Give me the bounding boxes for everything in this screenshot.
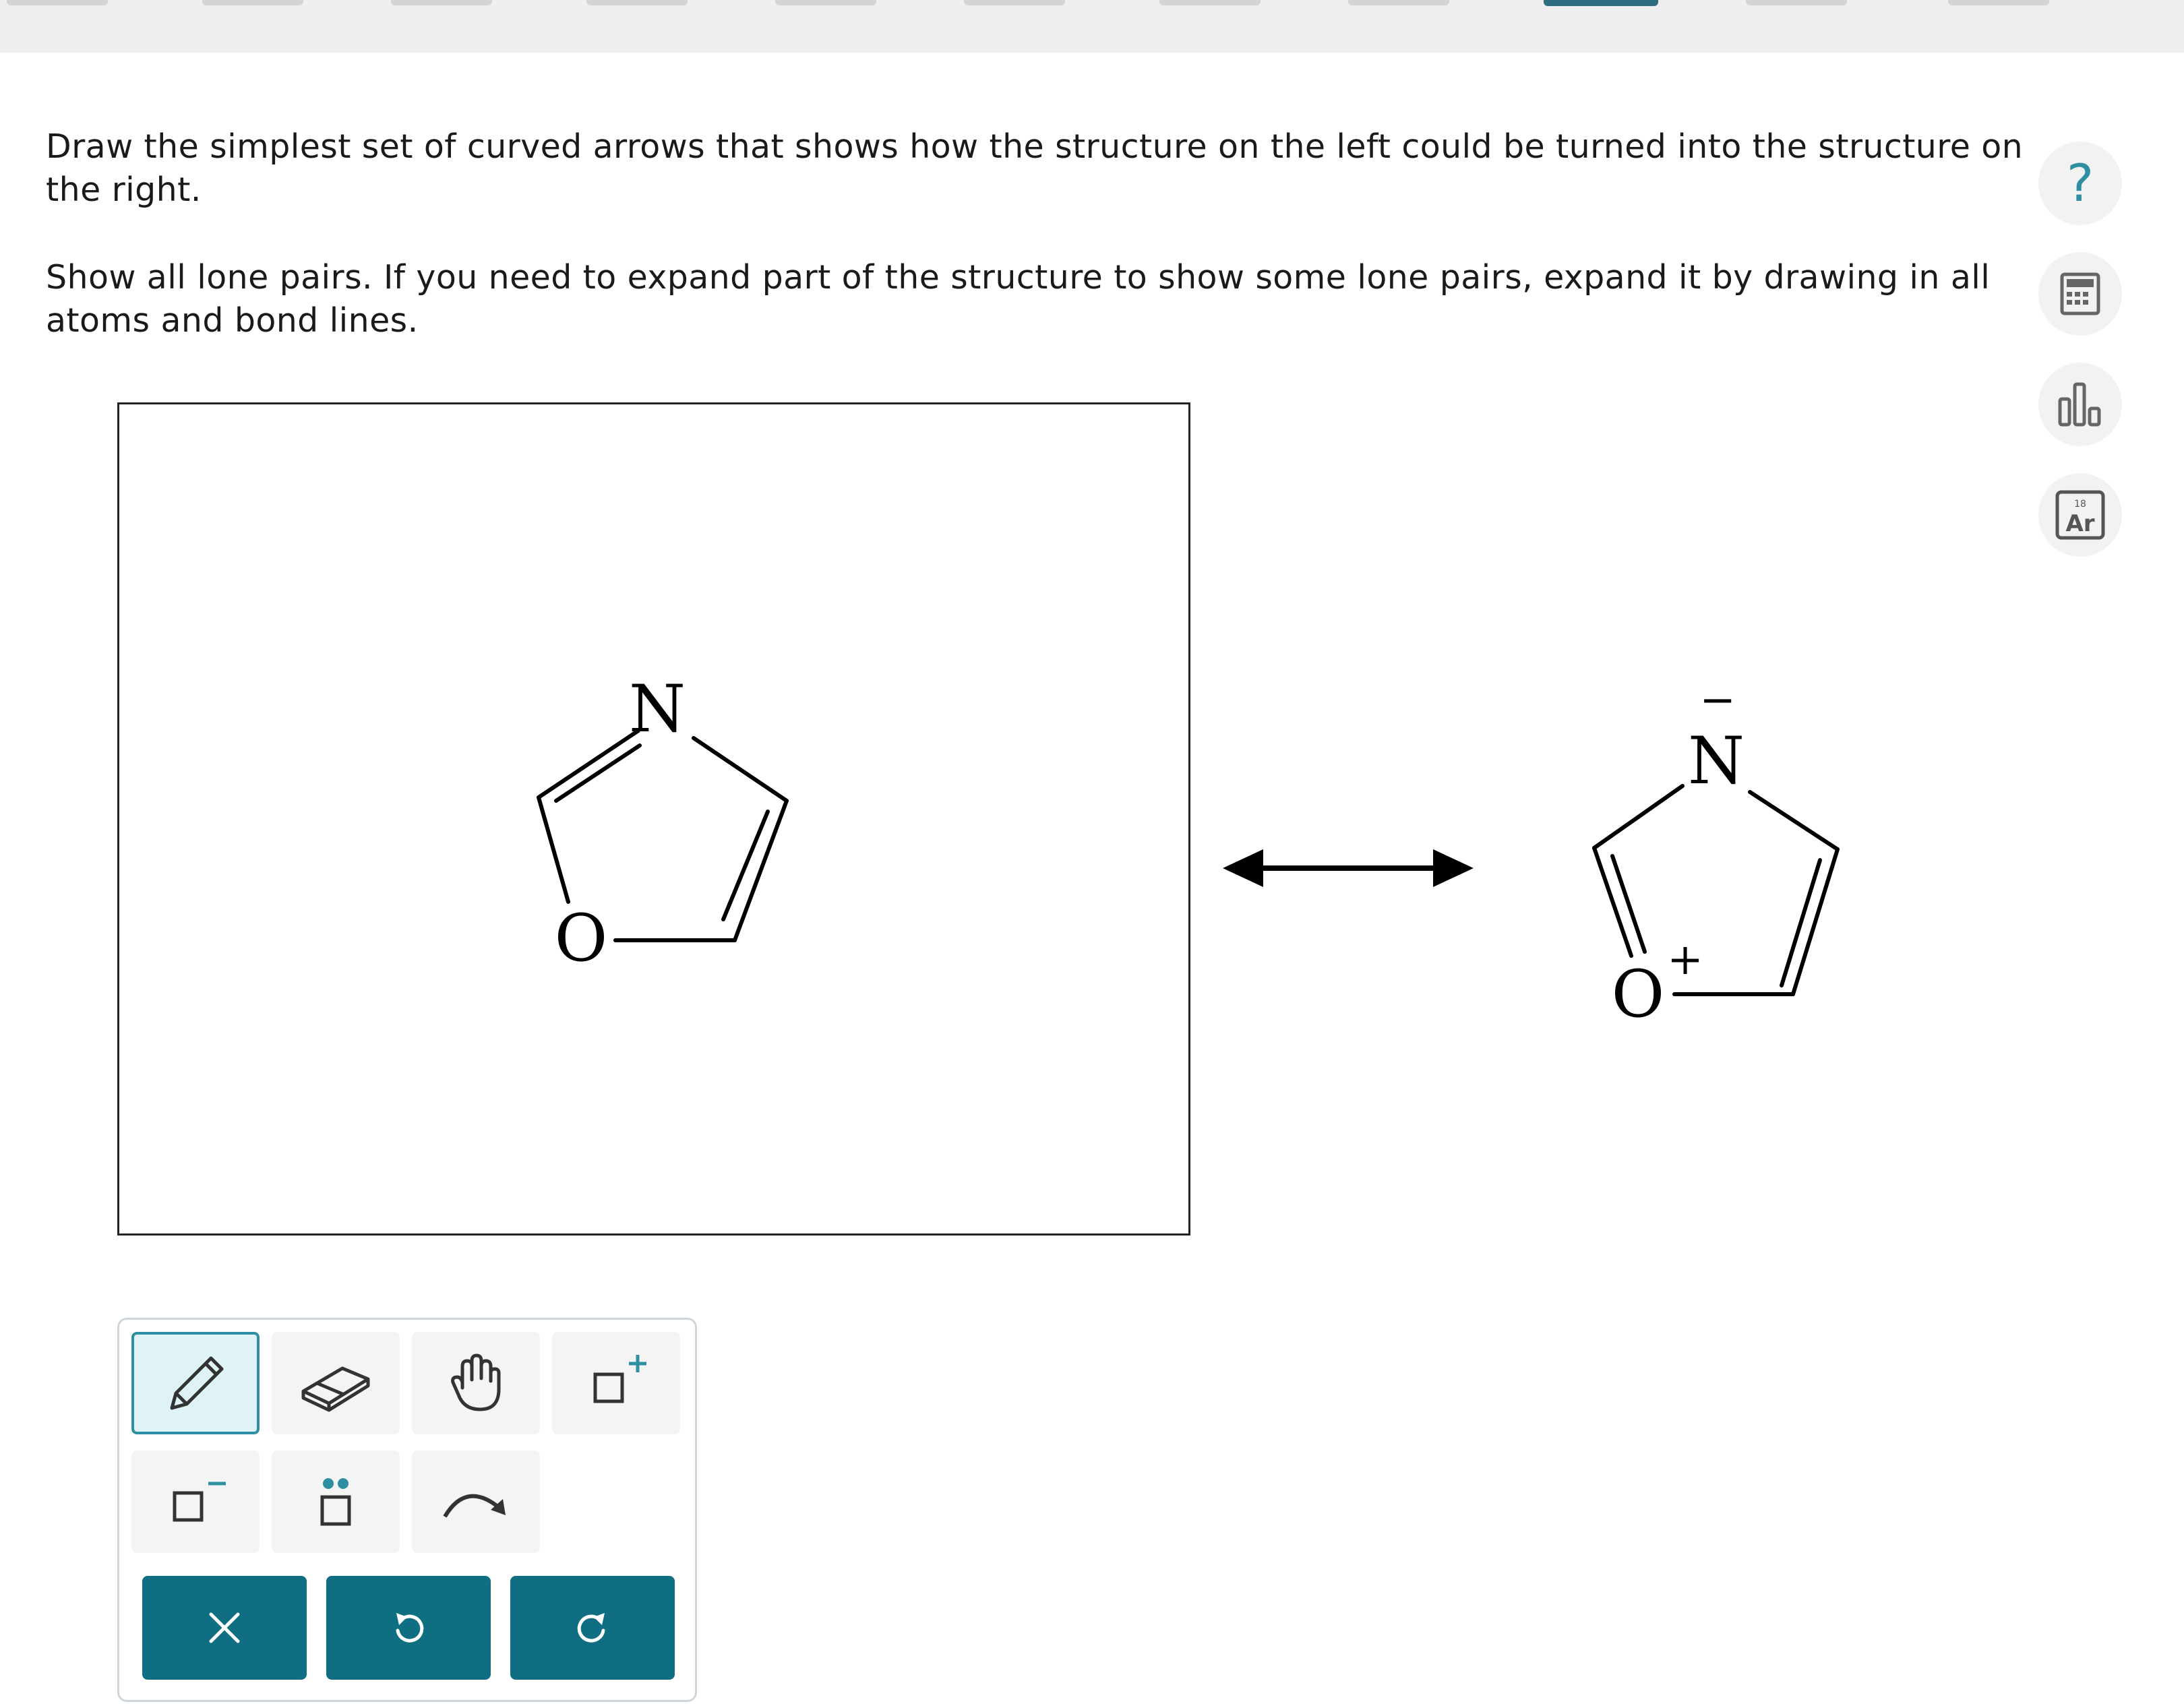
help-icon: ? — [2066, 153, 2094, 213]
periodic-symbol: Ar — [2065, 510, 2095, 537]
positive-charge: + — [1667, 935, 1703, 985]
curved-arrow-icon — [435, 1468, 516, 1535]
drawing-toolbox — [117, 1318, 697, 1702]
pencil-icon — [158, 1346, 233, 1420]
negative-charge-tool-button[interactable] — [131, 1451, 260, 1553]
resonance-arrow — [1223, 849, 1474, 887]
bond-o-c2-double — [1612, 856, 1645, 952]
redo-button[interactable] — [510, 1576, 675, 1680]
atom-nitrogen[interactable]: N — [629, 671, 686, 747]
clear-icon — [204, 1608, 245, 1648]
redo-icon — [572, 1608, 613, 1648]
hand-tool-button[interactable] — [412, 1332, 540, 1434]
bond-o-c2 — [1594, 848, 1631, 956]
instruction-line-1: Draw the simplest set of curved arrows that shows how the structure on the left could be turned into the structure on the right. — [46, 127, 2024, 209]
undo-button[interactable] — [326, 1576, 491, 1680]
bond-c2-n — [1594, 786, 1682, 848]
lone-pair-tool-button[interactable] — [272, 1451, 400, 1553]
bond-n-c4 — [1750, 792, 1838, 849]
instruction-line-2: Show all lone pairs. If you need to expand part of the structure to show some lone pairs, expand it by drawing in all atoms and bond lines. — [46, 258, 1991, 340]
eraser-icon — [295, 1349, 376, 1417]
positive-charge-tool-button[interactable] — [552, 1332, 680, 1434]
positive-charge-icon — [579, 1346, 653, 1420]
atom-oxygen: O — [1611, 956, 1665, 1032]
curved-arrow-tool-button[interactable] — [412, 1451, 540, 1553]
right-structure — [1594, 675, 1838, 1032]
clear-button[interactable] — [142, 1576, 307, 1680]
pencil-tool-button[interactable] — [131, 1332, 260, 1434]
atom-nitrogen: N — [1688, 723, 1745, 799]
lone-pair-icon — [299, 1465, 373, 1539]
negative-charge: − — [1699, 675, 1736, 725]
negative-charge-icon — [158, 1465, 233, 1539]
periodic-number: 18 — [2074, 499, 2086, 510]
hand-icon — [442, 1346, 510, 1420]
undo-icon — [388, 1608, 429, 1648]
atom-oxygen[interactable]: O — [554, 901, 608, 976]
eraser-tool-button[interactable] — [272, 1332, 400, 1434]
